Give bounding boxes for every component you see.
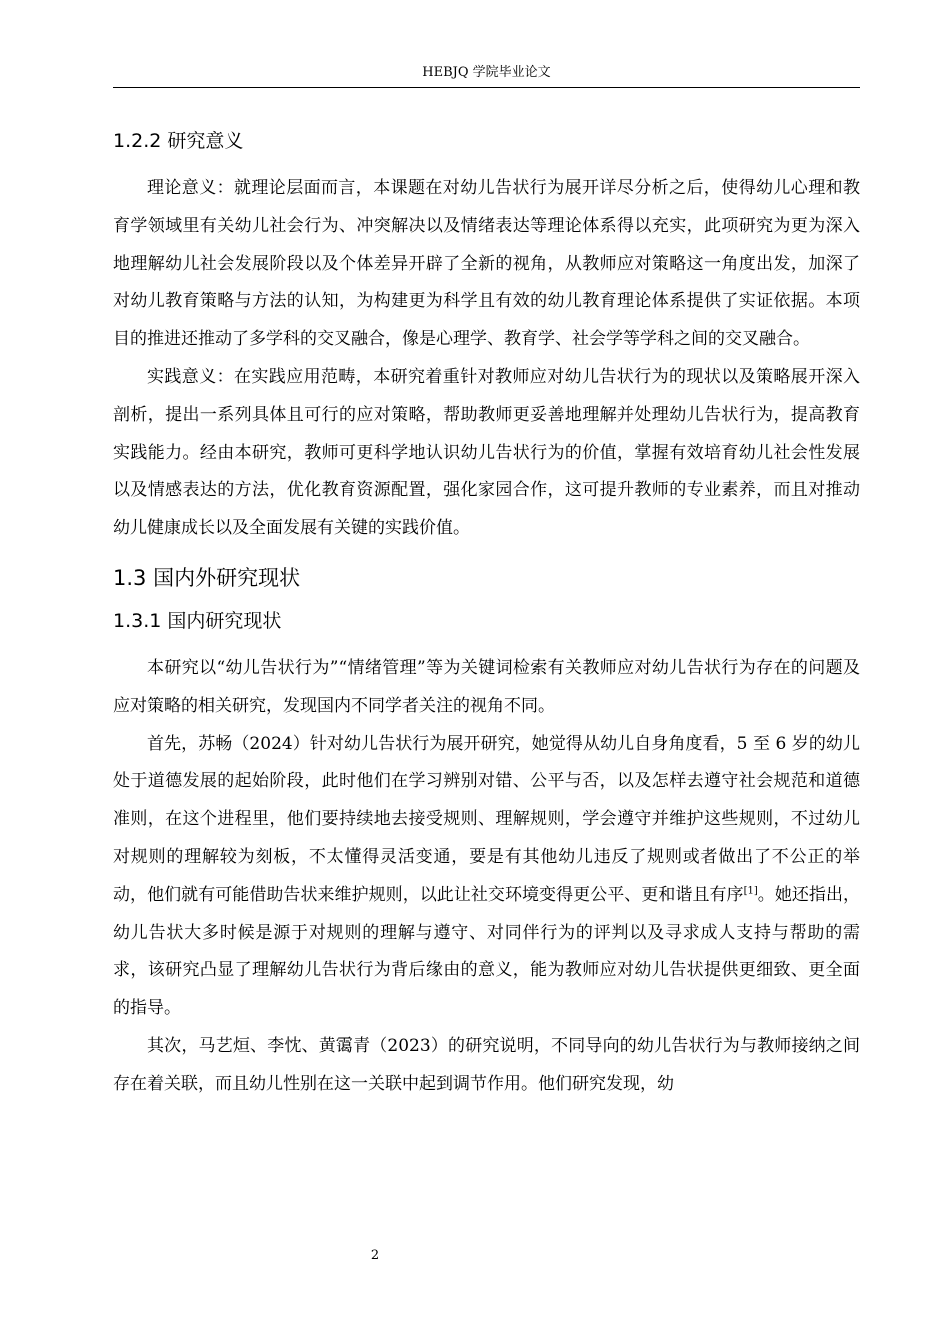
heading-1-3-1: 1.3.1 国内研究现状 xyxy=(113,609,282,632)
paragraph-practice-significance: 实践意义：在实践应用范畴，本研究着重针对教师应对幼儿告状行为的现状以及策略展开深入剖析，提出一系列具体且可行的应对策略，帮助教师更妥善地理解并处理幼儿告状行为，提高教育实践能力。经由本研究，教师可更科学地认识幼儿告状行为的价值，掌握有效培育幼儿社会性发展以及情感表达的方法，优化教育资源配置，强化家园合作，这可提升教师的专业素养，而且对推动幼儿健康成长以及全面发展有关键的实践价值。 xyxy=(113,366,860,539)
paragraph-su-chang-text-b: 。她还指出，幼儿告状大多时候是源于对规则的理解与遵守、对同伴行为的评判以及寻求成人支持与帮助的需求，该研究凸显了理解幼儿告状行为背后缘由的意义，能为教师应对幼儿告状提供更细致、更全面的指导。 xyxy=(113,884,861,1019)
page-header: HEBJQ 学院毕业论文 xyxy=(422,65,551,80)
header-rule xyxy=(113,87,860,88)
paragraph-su-chang-text-a: 首先，苏畅（2024）针对幼儿告状行为展开研究，她觉得从幼儿自身角度看，5 至 6 岁的幼儿处于道德发展的起始阶段，此时他们在学习辨别对错、公平与否，以及怎样去遵守社会规范和道德准则，在这个进程里，他们要持续地去接受规则、理解规则，学会遵守并维护这些规则，不过幼儿对规则的理解较为刻板，不太懂得灵活变通，要是有其他幼儿违反了规则或者做出了不公正的举动，他们就有可能借助告状来维护规则，以此让社交环境变得更公平、更和谐且有序 xyxy=(113,733,860,905)
heading-1-3: 1.3 国内外研究现状 xyxy=(113,565,301,590)
paragraph-su-chang xyxy=(113,726,860,1028)
citation-1[interactable]: [1] xyxy=(743,885,758,897)
page-body xyxy=(113,118,860,1104)
page-number: 2 xyxy=(370,1248,380,1263)
paragraph-ma-yixuan: 其次，马艺烜、李忱、黄霭青（2023）的研究说明，不同导向的幼儿告状行为与教师接纳之间存在着关联，而且幼儿性别在这一关联中起到调节作用。他们研究发现，幼 xyxy=(113,1035,860,1094)
paragraph-domestic-intro: 本研究以“幼儿告状行为”“情绪管理”等为关键词检索有关教师应对幼儿告状行为存在的问题及应对策略的相关研究，发现国内不同学者关注的视角不同。 xyxy=(113,657,860,716)
paragraph-theory-significance: 理论意义：就理论层面而言，本课题在对幼儿告状行为展开详尽分析之后，使得幼儿心理和教育学领域里有关幼儿社会行为、冲突解决以及情绪表达等理论体系得以充实，此项研究为更为深入地理解幼儿社会发展阶段以及个体差异开辟了全新的视角，从教师应对策略这一角度出发，加深了对幼儿教育策略与方法的认知，为构建更为科学且有效的幼儿教育理论体系提供了实证依据。本项目的推进还推动了多学科的交叉融合，像是心理学、教育学、社会学等学科之间的交叉融合。 xyxy=(113,178,860,350)
heading-1-2-2: 1.2.2 研究意义 xyxy=(113,130,244,152)
